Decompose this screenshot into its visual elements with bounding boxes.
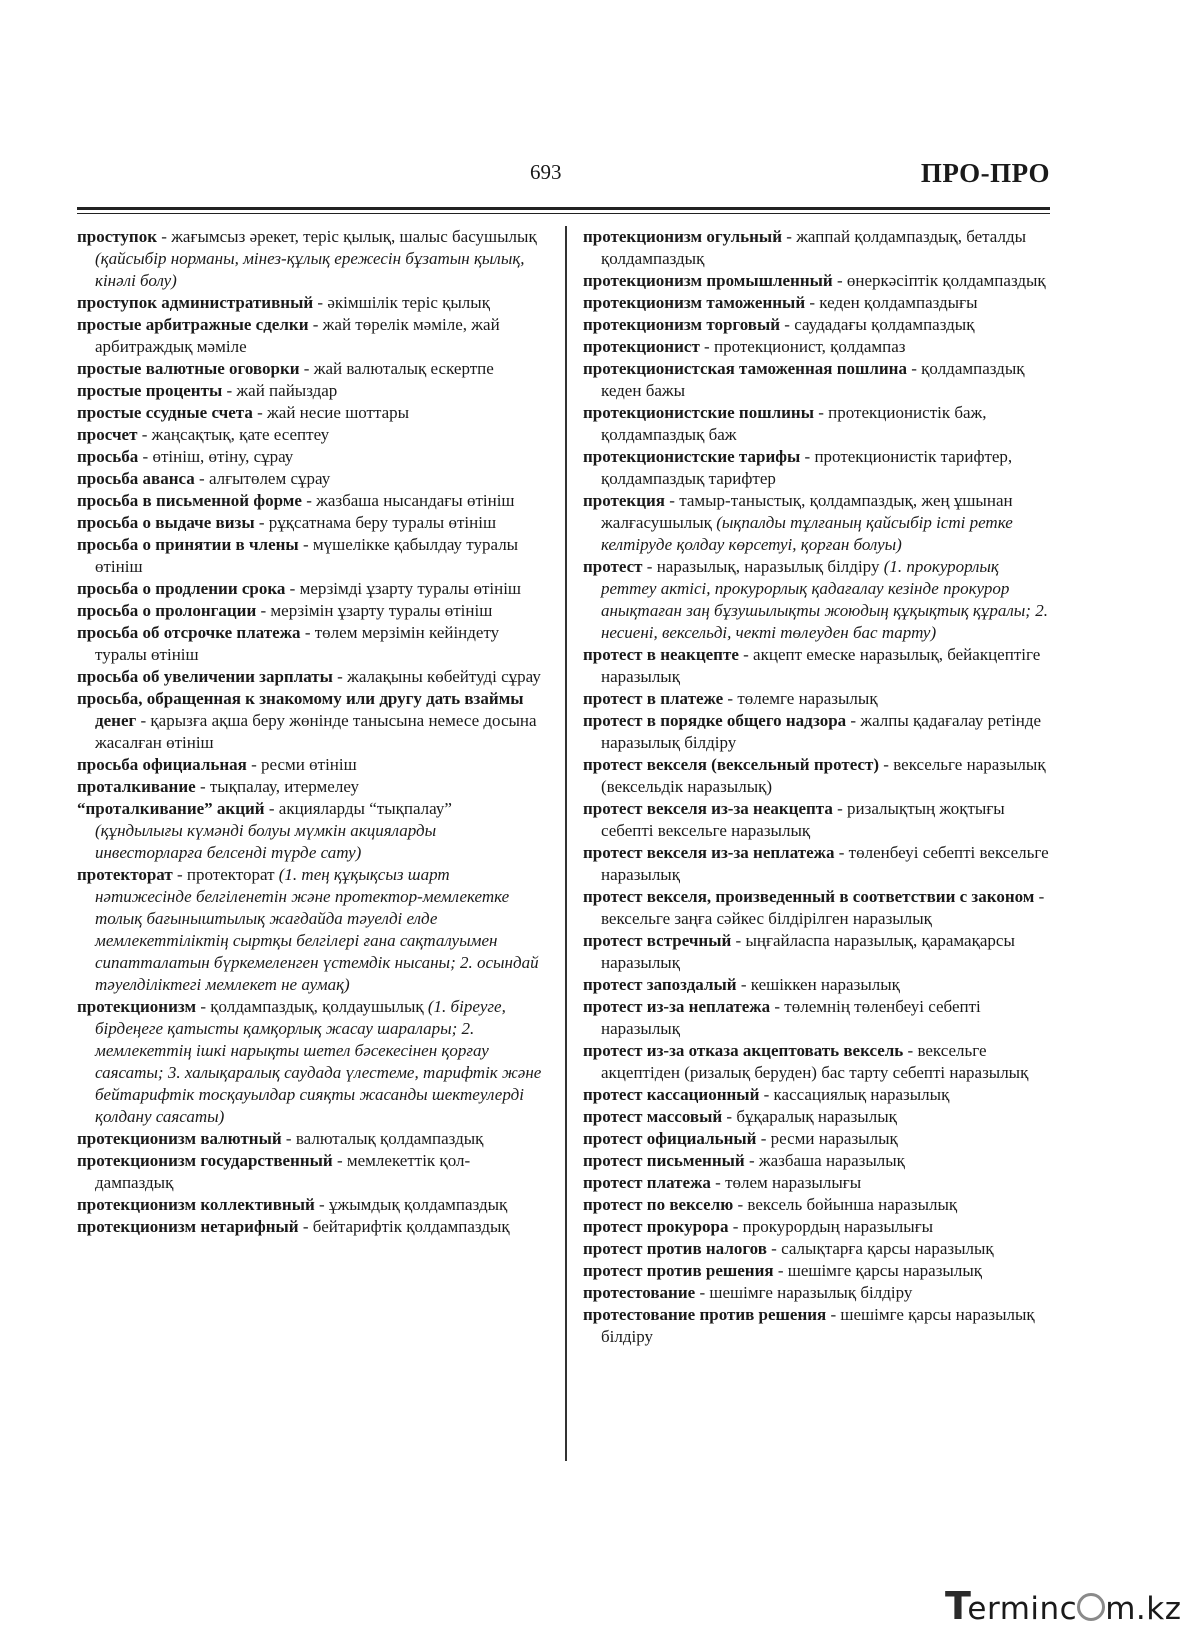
- logo-text: erminc: [967, 1591, 1078, 1627]
- terminkom-logo: [945, 1584, 1181, 1628]
- dictionary-entry: протест запоздалый - кешіккен наразылық: [583, 975, 900, 994]
- entry-term: протест: [583, 557, 643, 576]
- entry-definition: тықпалау, итермелеу: [209, 777, 359, 796]
- entry-definition: мерзімін ұзарту туралы өтініш: [270, 601, 493, 620]
- entry-definition: жалақыны көбейтуді сұрау: [347, 667, 541, 686]
- entry-note: (қайсыбір норманы, мінез-құлық ережесін бұзатын қылық, кінәлі болу): [95, 249, 525, 290]
- entry-definition: рұқсатнама беру туралы өтініш: [268, 513, 497, 532]
- entry-definition: мемлекеттік қолдампаздық: [95, 1151, 471, 1192]
- entry-definition: валюталық қолдампаздық: [295, 1129, 484, 1148]
- dictionary-entry: протест против решения - шешімге қарсы наразылық: [583, 1261, 982, 1280]
- entry-definition: кеден қолдампаздығы: [819, 293, 978, 312]
- logo-ring-icon: [1077, 1593, 1105, 1621]
- dictionary-entry: просьба аванса - алғытөлем сұрау: [77, 469, 331, 488]
- entry-term: протекционизм нетарифный: [77, 1217, 299, 1236]
- dictionary-entry: протекционизм нетарифный - бейтарифтік қолдампаздық: [77, 1217, 510, 1236]
- dictionary-entry: протест векселя из-за неплатежа - төленбеуі себепті вексельге наразылық: [583, 843, 1049, 884]
- entry-definition: бейтарифтік қолдампаздық: [312, 1217, 510, 1236]
- entry-term: просьба: [77, 447, 139, 466]
- header-rule-thick: [77, 207, 1050, 210]
- entry-term: протекторат: [77, 865, 173, 884]
- dictionary-entry: протекционистские тарифы - протекционистік тарифтер, қолдампаздық тарифтер: [583, 447, 1013, 488]
- entry-term: протекция: [583, 491, 666, 510]
- entry-term: протест из-за неплатежа: [583, 997, 771, 1016]
- entry-definition: жазбаша нысандағы өтініш: [316, 491, 515, 510]
- dictionary-entry: простые валютные оговорки - жай валюталық ескертпе: [77, 359, 494, 378]
- entry-term: протест массовый: [583, 1107, 723, 1126]
- dictionary-entry: просьба о продлении срока - мерзімді ұзарту туралы өтініш: [77, 579, 522, 598]
- entry-note: (құндылығы күмәнді болуы мүмкін акцияларды инвесторларға белсенді түрде сату): [95, 821, 437, 862]
- dictionary-entry: просьба об отсрочке платежа - төлем мерзімін кейіндету туралы өтініш: [77, 623, 500, 664]
- dictionary-entry: протекционизм таможенный - кеден қолдампаздығы: [583, 293, 978, 312]
- dictionary-entry: просьба официальная - ресми өтініш: [77, 755, 357, 774]
- entry-definition: шешімге қарсы наразылық білдіру: [601, 1305, 1035, 1346]
- entry-term: простые валютные оговорки: [77, 359, 300, 378]
- entry-term: простые ссудные счета: [77, 403, 253, 422]
- dictionary-entry: протекторат - протекторат (1. тең құқықсыз шарт нәтижесінде белгіленетін және протектор-мемлекетке толық бағыныштылық жағдайда тәуелді елде мемлекеттіліктің сыртқы белгілері ғана сақталуымен сипатталатын бүркемеленген үстемдік нысаны; 2. осындай тәуелділіктегі мемлекет не аумақ): [77, 865, 539, 994]
- entry-definition: әкімшілік теріс қылық: [327, 293, 490, 312]
- entry-term: протест встречный: [583, 931, 732, 950]
- entry-definition: протекторат: [186, 865, 275, 884]
- entry-definition: шешімге қарсы наразылық: [787, 1261, 982, 1280]
- entry-definition: төлем наразылығы: [725, 1173, 862, 1192]
- entry-term: протекционизм государственный: [77, 1151, 333, 1170]
- dictionary-entry: протестование - шешімге наразылық білдіру: [583, 1283, 913, 1302]
- entry-term: протекционизм торговый: [583, 315, 781, 334]
- dictionary-entry: протекционизм торговый - саудадағы қолдампаздық: [583, 315, 975, 334]
- entry-term: протекционистская таможенная пошлина: [583, 359, 907, 378]
- entry-term: проталкивание: [77, 777, 196, 796]
- entry-definition: кешіккен наразылық: [750, 975, 900, 994]
- entry-term: просчет: [77, 425, 138, 444]
- entry-term: протекционизм валютный: [77, 1129, 282, 1148]
- column-divider: [565, 226, 567, 1461]
- entry-term: просьба в письменной форме: [77, 491, 302, 510]
- entry-term: “проталкивание” акций: [77, 799, 265, 818]
- dictionary-entry: протекционизм государственный - мемлекеттік қолдампаздық: [77, 1151, 471, 1192]
- entry-definition: жай валюталық ескертпе: [313, 359, 494, 378]
- entry-definition: ресми наразылық: [770, 1129, 898, 1148]
- entry-definition: акцепт емеске наразылық, бейакцептіге наразылық: [601, 645, 1041, 686]
- entry-definition: наразылық, наразылық білдіру: [656, 557, 880, 576]
- entry-definition: шешімге наразылық білдіру: [709, 1283, 913, 1302]
- entry-definition: алғытөлем сұрау: [208, 469, 331, 488]
- dictionary-entry: протест массовый - бұқаралық наразылық: [583, 1107, 897, 1126]
- entry-term: протест в платеже: [583, 689, 724, 708]
- entry-term: протекционистские пошлины: [583, 403, 814, 422]
- entry-definition: протекционистік баж, қолдампаздық баж: [601, 403, 987, 444]
- entry-term: протест платежа: [583, 1173, 711, 1192]
- entry-definition: жай несие шоттары: [267, 403, 410, 422]
- entry-note: (ықпалды тұлғаның қайсыбір істі ретке келтіруде қолдау көрсетуі, қорған болуы): [601, 513, 1013, 554]
- dictionary-entry: протест из-за отказа акцептовать вексель - вексельге акцептіден (ризалық беруден) бас тарту себепті наразылық: [583, 1041, 1029, 1082]
- entry-term: протест по векселю: [583, 1195, 734, 1214]
- entry-definition: жай пайыздар: [236, 381, 338, 400]
- dictionary-entry: просьба об увеличении зарплаты - жалақыны көбейтуді сұрау: [77, 667, 541, 686]
- entry-term: простые арбитражные сделки: [77, 315, 309, 334]
- left-column: [77, 226, 542, 1238]
- entry-definition: вексельге заңға сәйкес білдірілген наразылық: [601, 909, 932, 928]
- entry-definition: жаппай қолдампаздық, беталды қолдампаздық: [601, 227, 1027, 268]
- running-head: ПРО-ПРО: [920, 158, 1050, 188]
- entry-definition: ризалықтың жоқтығы себепті вексельге наразылық: [601, 799, 1005, 840]
- dictionary-entry: простые ссудные счета - жай несие шоттары: [77, 403, 410, 422]
- entry-term: протест прокурора: [583, 1217, 729, 1236]
- entry-term: протест векселя (вексельный протест): [583, 755, 880, 774]
- entry-term: просьба о выдаче визы: [77, 513, 255, 532]
- entry-definition: мүшелікке қабылдау туралы өтініш: [95, 535, 519, 576]
- entry-term: протекционизм промышленный: [583, 271, 833, 290]
- dictionary-entry: протекционист - протекционист, қолдампаз: [583, 337, 906, 356]
- entry-definition: ұжымдық қолдампаздық: [328, 1195, 508, 1214]
- entry-term: проступок административный: [77, 293, 314, 312]
- entry-term: просьба официальная: [77, 755, 247, 774]
- entry-definition: жазбаша наразылық: [758, 1151, 905, 1170]
- entry-definition: ресми өтініш: [261, 755, 357, 774]
- dictionary-entry: протекционизм промышленный - өнеркәсіптік қолдампаздық: [583, 271, 1046, 290]
- dictionary-entry: протекция - тамыр-таныстық, қолдампаздық, жең ұшынан жалғасушылық (ықпалды тұлғаның қайсыбір істі ретке келтіруде қолдау көрсетуі, қорған болуы): [583, 491, 1013, 554]
- entry-definition: мерзімді ұзарту туралы өтініш: [299, 579, 522, 598]
- dictionary-entry: протест платежа - төлем наразылығы: [583, 1173, 862, 1192]
- entry-definition: төлем мерзімін кейіндету туралы өтініш: [95, 623, 500, 664]
- entry-definition: кассациялық наразылық: [773, 1085, 950, 1104]
- entry-term: просьба о принятии в члены: [77, 535, 299, 554]
- entry-definition: прокурордың наразылығы: [742, 1217, 934, 1236]
- dictionary-entry: протекционизм коллективный - ұжымдық қолдампаздық: [77, 1195, 508, 1214]
- dictionary-entry: протекционизм огульный - жаппай қолдампаздық, беталды қолдампаздық: [583, 227, 1027, 268]
- dictionary-entry: протест - наразылық, наразылық білдіру (1. прокурорлық реттеу актісі, прокурорлық қадағалау кезінде прокурор анықтаған заң бұзушылықты жоюдың құқықтық құралы; 2. несиені, вексельді, чекті төлеуден бас тарту): [583, 557, 1048, 642]
- entry-definition: салықтарға қарсы наразылық: [781, 1239, 994, 1258]
- entry-definition: вексель бойынша наразылық: [747, 1195, 958, 1214]
- entry-definition: өнеркәсіптік қолдампаздық: [846, 271, 1046, 290]
- right-column: [583, 226, 1050, 1348]
- entry-definition: жағымсыз әрекет, теріс қылық, шалыс басушылық: [171, 227, 537, 246]
- entry-term: протестование: [583, 1283, 696, 1302]
- entry-term: протекционизм: [77, 997, 197, 1016]
- entry-definition: қарызға ақша беру жөнінде танысына немесе досына жасалған өтініш: [95, 711, 537, 752]
- entry-definition: тамыр-таныстық, қолдампаздық, жең ұшынан жалғасушылық: [601, 491, 1013, 532]
- dictionary-entry: протест векселя (вексельный протест) - вексельге наразылық (вексельдік наразылық): [583, 755, 1046, 796]
- entry-term: просьба аванса: [77, 469, 195, 488]
- entry-term: протест кассационный: [583, 1085, 760, 1104]
- dictionary-entry: простые проценты - жай пайыздар: [77, 381, 338, 400]
- entry-term: просьба о пролонгации: [77, 601, 257, 620]
- entry-term: простые проценты: [77, 381, 223, 400]
- entry-definition: акцияларды “тықпалау”: [278, 799, 452, 818]
- dictionary-entry: протекционизм валютный - валюталық қолдампаздық: [77, 1129, 484, 1148]
- entry-definition: өтініш, өтіну, сұрау: [152, 447, 294, 466]
- dictionary-entry: протест встречный - ыңғайласпа наразылық, қарамақарсы наразылық: [583, 931, 1015, 972]
- entry-definition: вексельге акцептіден (ризалық беруден) бас тарту себепті наразылық: [601, 1041, 1029, 1082]
- entry-definition: жалпы қадағалау ретінде наразылық білдіру: [601, 711, 1042, 752]
- entry-term: протест письменный: [583, 1151, 745, 1170]
- entry-note: (1. прокурорлық реттеу актісі, прокурорлық қадағалау кезінде прокурор анықтаған заң бұзушылықты жоюдың құқықтық құралы; 2. несиені, вексельді, чекті төлеуден бас тарту): [601, 557, 1048, 642]
- logo-domain: m.kz: [1105, 1591, 1181, 1627]
- dictionary-entry: протест векселя, произведенный в соответствии с законом - вексельге заңға сәйкес білдірілген наразылық: [583, 887, 1045, 928]
- entry-definition: протекционистік тарифтер, қолдампаздық тарифтер: [601, 447, 1013, 488]
- entry-term: протекционизм коллективный: [77, 1195, 315, 1214]
- dictionary-entry: протестование против решения - шешімге қарсы наразылық білдіру: [583, 1305, 1035, 1346]
- entry-definition: жаңсақтық, қате есептеу: [151, 425, 330, 444]
- dictionary-entry: протекционизм - қолдампаздық, қолдаушылық (1. біреуге, бірдеңеге қатысты қамқорлық жасау шаралары; 2. мемлекеттің ішкі нарықты шетел бәсекесінен қорғау саясаты; 3. халықаралық саудада үлестеме, тарифтік және бейтарифтік тосқауылдар сияқты жасанды шектеулерді қолдану саясаты): [77, 997, 542, 1126]
- entry-term: протест из-за отказа акцептовать вексель: [583, 1041, 904, 1060]
- dictionary-entry: проступок административный - әкімшілік теріс қылық: [77, 293, 490, 312]
- dictionary-entry: протест из-за неплатежа - төлемнің төленбеуі себепті наразылық: [583, 997, 981, 1038]
- entry-term: протекционистские тарифы: [583, 447, 801, 466]
- entry-definition: төленбеуі себепті вексельге наразылық: [601, 843, 1049, 884]
- dictionary-entry: протест векселя из-за неакцепта - ризалықтың жоқтығы себепті вексельге наразылық: [583, 799, 1005, 840]
- entry-definition: қолдампаздық, қолдаушылық: [210, 997, 424, 1016]
- dictionary-entry: просьба о выдаче визы - рұқсатнама беру туралы өтініш: [77, 513, 497, 532]
- entry-term: просьба, обращенная к знакомому или другу дать взаймы денег: [77, 689, 524, 730]
- entry-definition: вексельге наразылық (вексельдік наразылық): [601, 755, 1046, 796]
- dictionary-entry: “проталкивание” акций - акцияларды “тықпалау” (құндылығы күмәнді болуы мүмкін акцияларды инвесторларға белсенді түрде сату): [77, 799, 452, 862]
- dictionary-entry: просьба о принятии в члены - мүшелікке қабылдау туралы өтініш: [77, 535, 519, 576]
- dictionary-entry: протекционистская таможенная пошлина - қолдампаздық кеден бажы: [583, 359, 1025, 400]
- entry-definition: ыңғайласпа наразылық, қарамақарсы наразылық: [601, 931, 1015, 972]
- entry-term: протест в неакцепте: [583, 645, 739, 664]
- entry-term: протест векселя, произведенный в соответствии с законом: [583, 887, 1035, 906]
- dictionary-entry: просьба, обращенная к знакомому или другу дать взаймы денег - қарызға ақша беру жөнінде танысына немесе досына жасалған өтініш: [77, 689, 537, 752]
- dictionary-entry: протест против налогов - салықтарға қарсы наразылық: [583, 1239, 994, 1258]
- dictionary-entry: просчет - жаңсақтық, қате есептеу: [77, 425, 330, 444]
- dictionary-entry: протест в платеже - төлемге наразылық: [583, 689, 878, 708]
- dictionary-entry: протест кассационный - кассациялық наразылық: [583, 1085, 950, 1104]
- dictionary-entry: проталкивание - тықпалау, итермелеу: [77, 777, 359, 796]
- entry-term: протест против решения: [583, 1261, 774, 1280]
- entry-term: протестование против решения: [583, 1305, 827, 1324]
- entry-term: протекционизм огульный: [583, 227, 783, 246]
- entry-definition: протекционист, қолдампаз: [713, 337, 906, 356]
- entry-term: просьба о продлении срока: [77, 579, 286, 598]
- entry-definition: қолдампаздық кеден бажы: [601, 359, 1025, 400]
- entry-term: протест запоздалый: [583, 975, 737, 994]
- dictionary-entry: протест в порядке общего надзора - жалпы қадағалау ретінде наразылық білдіру: [583, 711, 1042, 752]
- dictionary-entry: протест в неакцепте - акцепт емеске наразылық, бейакцептіге наразылық: [583, 645, 1041, 686]
- entry-term: просьба об увеличении зарплаты: [77, 667, 333, 686]
- entry-definition: төлемнің төленбеуі себепті наразылық: [601, 997, 981, 1038]
- dictionary-entry: просьба - өтініш, өтіну, сұрау: [77, 447, 294, 466]
- entry-definition: жай төрелік мәміле, жай арбитраждық мәміле: [95, 315, 500, 356]
- entry-definition: бұқаралық наразылық: [736, 1107, 897, 1126]
- entry-definition: төлемге наразылық: [737, 689, 878, 708]
- dictionary-entry: протест письменный - жазбаша наразылық: [583, 1151, 905, 1170]
- entry-definition: саудадағы қолдампаздық: [794, 315, 975, 334]
- entry-term: проступок: [77, 227, 158, 246]
- dictionary-entry: протест официальный - ресми наразылық: [583, 1129, 898, 1148]
- header-rule-thin: [77, 213, 1050, 214]
- entry-note: (1. біреуге, бірдеңеге қатысты қамқорлық жасау шаралары; 2. мемлекеттің ішкі нарықты шетел бәсекесінен қорғау саясаты; 3. халықаралық саудада үлестеме, тарифтік және бейтарифтік тосқауылдар сияқты жасанды шектеулерді қолдану саясаты): [95, 997, 542, 1126]
- entry-term: протест против налогов: [583, 1239, 767, 1258]
- page-number: 693: [530, 160, 562, 184]
- entry-term: протест официальный: [583, 1129, 757, 1148]
- entry-term: протекционизм таможенный: [583, 293, 806, 312]
- dictionary-entry: протест по векселю - вексель бойынша наразылық: [583, 1195, 958, 1214]
- dictionary-entry: протест прокурора - прокурордың наразылығы: [583, 1217, 934, 1236]
- entry-term: протест векселя из-за неакцепта: [583, 799, 833, 818]
- logo-letter: T: [945, 1584, 972, 1628]
- dictionary-entry: простые арбитражные сделки - жай төрелік мәміле, жай арбитраждық мәміле: [77, 315, 500, 356]
- dictionary-entry: просьба в письменной форме - жазбаша нысандағы өтініш: [77, 491, 515, 510]
- dictionary-entry: протекционистские пошлины - протекционистік баж, қолдампаздық баж: [583, 403, 987, 444]
- dictionary-entry: просьба о пролонгации - мерзімін ұзарту туралы өтініш: [77, 601, 493, 620]
- entry-note: (1. тең құқықсыз шарт нәтижесінде белгіленетін және протектор-мемлекетке толық бағыныштылық жағдайда тәуелді елде мемлекеттіліктің сыртқы белгілері ғана сақталуымен сипатталатын бүркемеленген үстемдік нысаны; 2. осындай тәуелділіктегі мемлекет не аумақ): [95, 865, 539, 994]
- entry-term: протекционист: [583, 337, 700, 356]
- entry-term: просьба об отсрочке платежа: [77, 623, 301, 642]
- entry-term: протест в порядке общего надзора: [583, 711, 847, 730]
- dictionary-entry: проступок - жағымсыз әрекет, теріс қылық, шалыс басушылық (қайсыбір норманы, мінез-құлық ережесін бұзатын қылық, кінәлі болу): [77, 227, 537, 290]
- entry-term: протест векселя из-за неплатежа: [583, 843, 835, 862]
